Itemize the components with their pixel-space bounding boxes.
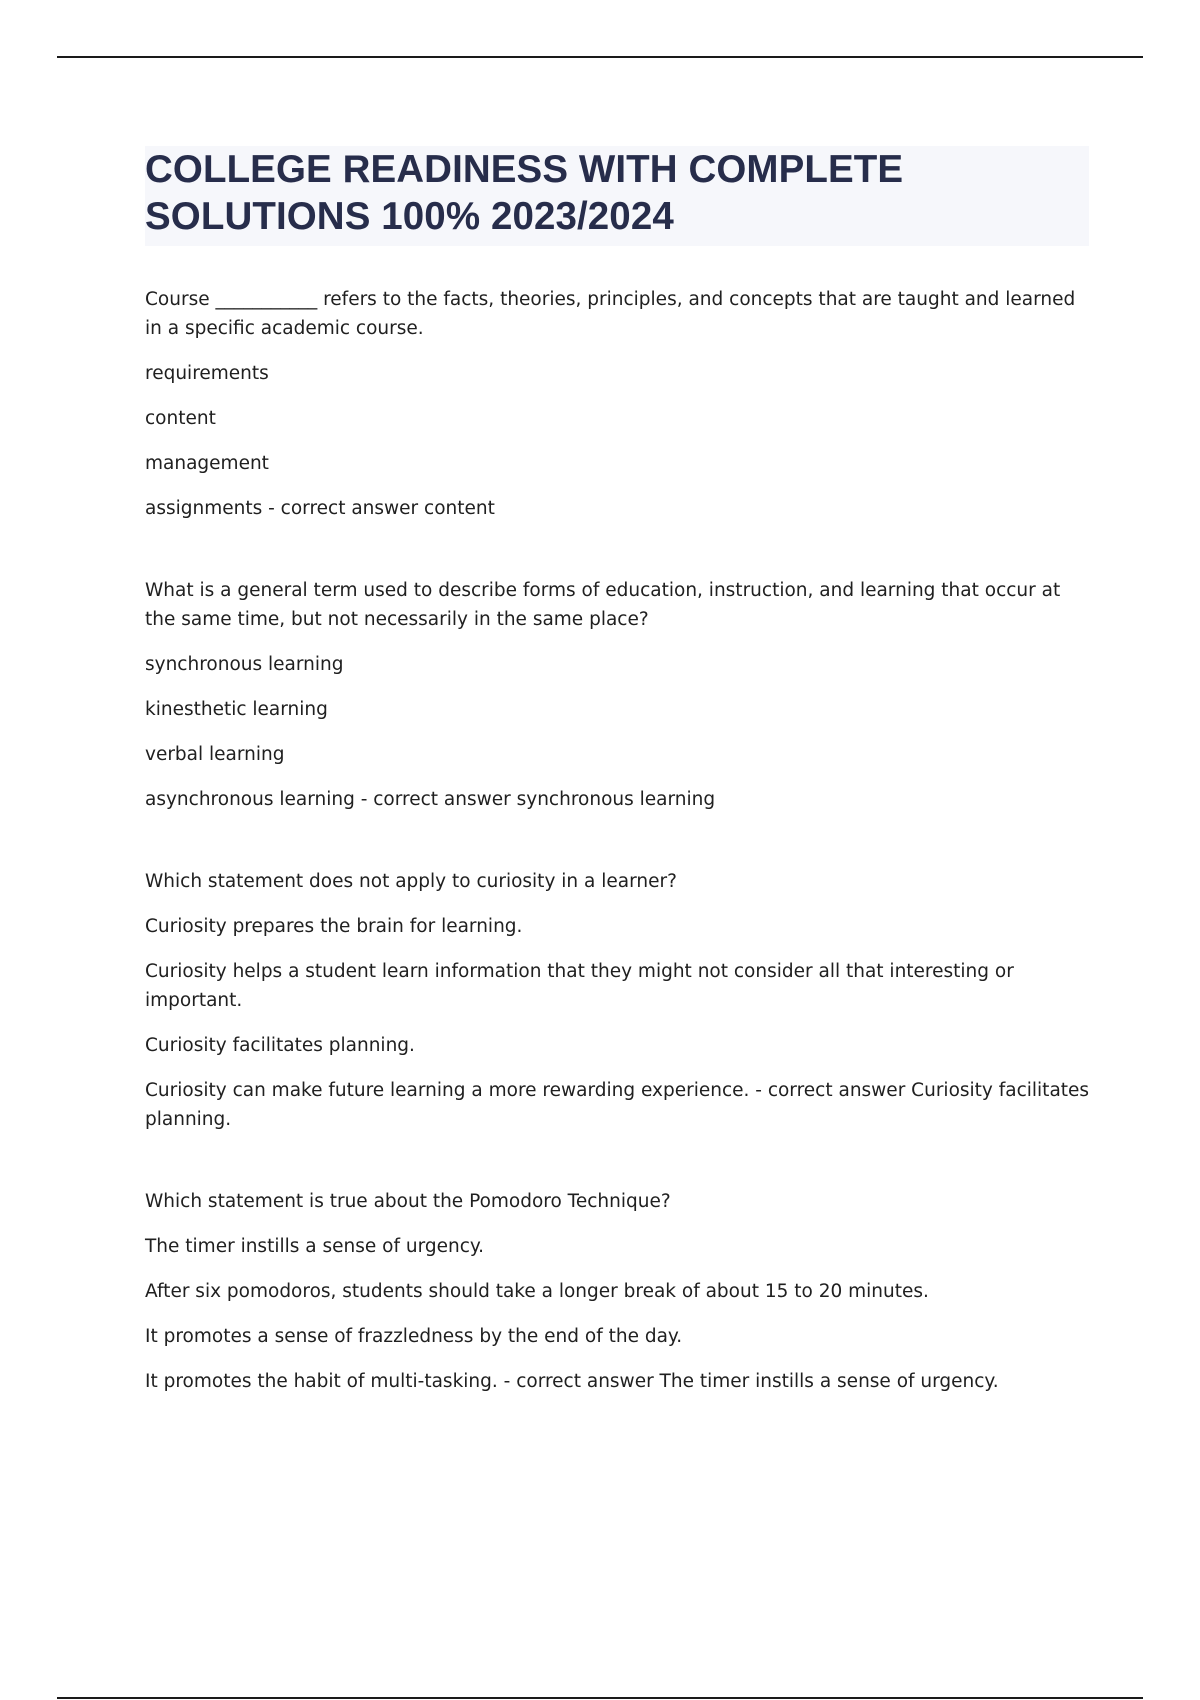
document-title: COLLEGE READINESS WITH COMPLETE SOLUTIONS 100% 2023/2024 [145,148,904,238]
title-block [145,146,1089,246]
question-3 [145,867,1095,1134]
question-text: What is a general term used to describe forms of education, instruction, and learning that occur at the same time, but not necessarily in the same place? [145,580,1061,630]
answer-option: Curiosity prepares the brain for learning. [145,916,523,937]
answer-option: It promotes a sense of frazzledness by the end of the day. [145,1326,683,1347]
answer-option: synchronous learning [145,654,344,675]
answer-option-with-correct-answer: asynchronous learning - correct answer synchronous learning [145,789,716,810]
answer-option: Curiosity facilitates planning. [145,1035,415,1056]
bottom-divider [57,1697,1143,1699]
question-4 [145,1187,1095,1396]
answer-option-with-correct-answer: Curiosity can make future learning a more rewarding experience. - correct answer Curiosity facilitates planning. [145,1080,1090,1130]
question-text: Which statement does not apply to curiosity in a learner? [145,871,677,892]
answer-option: Curiosity helps a student learn information that they might not consider all that interesting or important. [145,961,1014,1011]
questions-list [145,285,1095,1449]
answer-option-with-correct-answer: It promotes the habit of multi-tasking. - correct answer The timer instills a sense of urgency. [145,1371,999,1392]
answer-option: content [145,408,216,429]
question-text: Course ___________ refers to the facts, theories, principles, and concepts that are taught and learned in a specific academic course. [145,289,1076,339]
answer-option: management [145,453,269,474]
answer-option: requirements [145,363,269,384]
top-divider [57,56,1143,58]
question-2 [145,576,1095,814]
answer-option: kinesthetic learning [145,699,328,720]
answer-option: After six pomodoros, students should take a longer break of about 15 to 20 minutes. [145,1281,929,1302]
answer-option-with-correct-answer: assignments - correct answer content [145,498,495,519]
answer-option: verbal learning [145,744,285,765]
question-text: Which statement is true about the Pomodoro Technique? [145,1191,671,1212]
answer-option: The timer instills a sense of urgency. [145,1236,485,1257]
question-1 [145,285,1095,523]
